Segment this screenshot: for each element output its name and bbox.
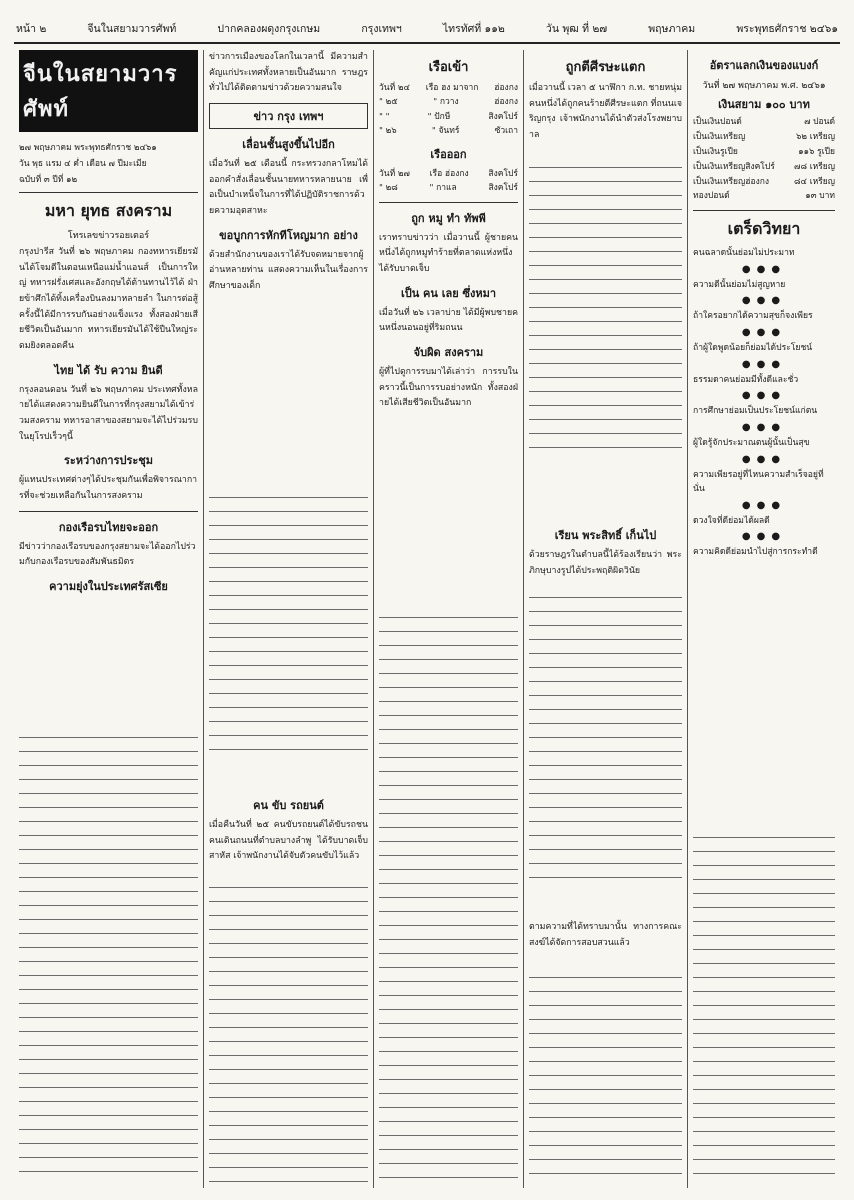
miscellany-item: ความดีนั้นย่อมไม่สูญหาย bbox=[693, 279, 786, 290]
article-request: ด้วยสำนักงานของเราได้รับจดหมายจากผู้อ่านหลายท่าน แสดงความเห็นในเรื่องการศึกษาของเด็ก bbox=[209, 249, 368, 291]
headline-battle: จับผิด สงคราม bbox=[413, 345, 484, 359]
separator-dots: ●●● bbox=[741, 390, 787, 402]
text-fill bbox=[209, 880, 368, 1184]
headline-ships-out: เรือออก bbox=[430, 147, 467, 161]
headline-thai: ไทย ได้ รับ ความ ยินดี bbox=[54, 363, 163, 377]
weekday: วัน พุฒ ที่ ๒๗ bbox=[545, 22, 608, 35]
page-header bbox=[14, 14, 840, 44]
headline-meeting: ระหว่างการประชุม bbox=[63, 454, 154, 468]
separator-dots: ●●● bbox=[741, 499, 787, 511]
separator-dots: ●●● bbox=[741, 263, 787, 275]
headline-head-injury: ถูกตีศีรษะแตก bbox=[565, 60, 646, 75]
rate-row: เป็นเงินปอนด์ ๗ ปอนด์ bbox=[693, 117, 835, 127]
miscellany-item: ถ้าใครอยากได้ความสุขก็จงเพียร bbox=[693, 311, 813, 322]
article-driver: เมื่อคืนวันที่ ๒๕ คนขับรถยนต์ได้ขับรถชนคนเดินถนนที่ตำบลบางลำพู ได้รับบาดเจ็บสาหัส เจ้าพนักงานได้จับตัวคนขับไว้แล้ว bbox=[209, 820, 368, 862]
column-1 bbox=[14, 50, 204, 1188]
masthead: จีนในสยามวารศัพท์ bbox=[19, 50, 198, 132]
headline-driver: คน ขับ รถยนต์ bbox=[253, 799, 324, 812]
headline-war: มหา ยุทธ สงคราม bbox=[44, 201, 173, 220]
rate-row: เป็นเงินเหรียญสิงคโปร์ ๗๘ เหรียญ bbox=[693, 161, 835, 172]
rate-row: เป็นเงินเหรียญฮ่องกง ๘๔ เหรียญ bbox=[693, 176, 835, 187]
headline-monk: เรียน พระสิทธิ์ เก็นไป bbox=[554, 529, 657, 542]
miscellany-item: ผู้ใดรู้จักประมาณตนผู้นั้นเป็นสุข bbox=[693, 437, 810, 448]
divider bbox=[19, 511, 198, 512]
text-fill bbox=[209, 490, 368, 758]
paper-name: จีนในสยามวารศัพท์ bbox=[87, 22, 177, 35]
newspaper-page bbox=[14, 14, 840, 1188]
miscellany-item: ความเพียรอยู่ที่ไหนความสำเร็จอยู่ที่นั่น bbox=[693, 469, 824, 495]
ship-row: " ๒๕ " กวาง ฮ่องกง bbox=[379, 97, 518, 108]
headline-war-sub: โทรเลขข่าวรอยเตอร์ bbox=[67, 231, 150, 241]
text-fill bbox=[693, 830, 835, 1184]
article-pig: เราทราบข่าวว่า เมื่อวานนี้ ผู้ชายคนหนึ่งได้ถูกหมูทำร้ายที่ตลาดแห่งหนึ่ง ได้รับบาดเจ็บ bbox=[379, 232, 518, 274]
article-war: กรุงปารีส วันที่ ๒๖ พฤษภาคม กองทหารเยียรมันได้โจมตีในตอนเหนือแม่น้ำแอนส์ เป็นการใหญ่ ทหารฝรั่งเศสและอังกฤษได้ต้านทานไว้ได้ ฝ่ายข้าศึกได้ทิ้งเครื่องบินลงมาหลายลำ ในการต่อสู้ครั้งนี้ได้มีการรบกันอย่างแข็งแรง ทั้งสองฝ่ายเสียชีวิตเป็นอันมาก ทหารเยียรมันได้ใช้ปืนใหญ่ระดมยิงตลอดคืน bbox=[19, 247, 198, 351]
headline-request: ขอบูกการหักทีโหญมาก อย่าง bbox=[219, 228, 358, 242]
month: พฤษภาคม bbox=[648, 22, 696, 35]
article-navy: มีข่าวว่ากองเรือรบของกรุงสยามจะได้ออกไปร่วมกับกองเรือรบของสัมพันธมิตร bbox=[19, 541, 196, 568]
text-fill bbox=[19, 730, 198, 1184]
ship-row: " ๒๘ " กาแล สิงคโปร์ bbox=[379, 183, 518, 194]
miscellany-item: ถ้าผู้ใดพูดน้อยก็ย่อมได้ประโยชน์ bbox=[693, 343, 813, 354]
text-fill bbox=[529, 160, 682, 458]
masthead-line: วัน พุธ แรม ๔ ค่ำ เดือน ๗ ปีมะเมีย bbox=[19, 159, 147, 169]
divider bbox=[379, 202, 518, 203]
headline-navy: กองเรือรบไทยจะออก bbox=[58, 520, 159, 534]
divider bbox=[693, 210, 835, 211]
masthead-line: ฉบับที่ ๓ ปีที่ ๑๒ bbox=[19, 175, 78, 185]
column-3 bbox=[374, 50, 524, 1188]
office-address: ปากคลองผดุงกรุงเกษม bbox=[217, 22, 321, 35]
rate-row: ทองปอนด์ ๑๓ บาท bbox=[693, 191, 835, 202]
section-bangkok-news: ข่าว กรุง เทพฯ bbox=[209, 103, 368, 129]
text-fill bbox=[529, 590, 682, 878]
article-head-injury: เมื่อวานนี้ เวลา ๕ นาฬิกา ก.ท. ชายหนุ่มคนหนึ่งได้ถูกคนร้ายตีศีรษะแตก ที่ถนนเจริญกรุง เจ้าพนักงานได้นำตัวส่งโรงพยาบาล bbox=[529, 83, 682, 140]
headline-ships-in: เรือเข้า bbox=[428, 60, 469, 75]
separator-dots: ●●● bbox=[741, 295, 787, 307]
separator-dots: ●●● bbox=[741, 453, 787, 465]
ship-row: วันที่ ๒๗ เรือ ฮ่องกง สิงคโปร์ bbox=[379, 168, 518, 179]
masthead-info bbox=[19, 136, 198, 193]
exchange-date: วันที่ ๒๗ พฤษภาคม พ.ศ. ๒๔๖๑ bbox=[702, 81, 826, 91]
ships-out-list bbox=[379, 167, 518, 196]
rate-row: เป็นเงินรูเปีย ๑๑๖ รูเปีย bbox=[693, 146, 835, 157]
ship-row: วันที่ ๒๔ เรือ ฮง มาจาก ฮ่องกง bbox=[379, 83, 518, 93]
article-found: เมื่อวันที่ ๒๖ เวลาบ่าย ได้มีผู้พบชายคนหนึ่งนอนอยู่ที่ริมถนน bbox=[379, 307, 518, 334]
column-4 bbox=[524, 50, 688, 1188]
column-2 bbox=[204, 50, 374, 1188]
ship-row: " ๒๖ " จันทร์ ซัวเถา bbox=[379, 126, 518, 137]
ships-in-list bbox=[379, 81, 518, 139]
headline-found: เป็น คน เลย ซึ่งหมา bbox=[400, 286, 497, 300]
separator-dots: ●●● bbox=[741, 327, 787, 339]
miscellany-item: คนฉลาดนั้นย่อมไม่ประมาท bbox=[693, 248, 795, 259]
text-fill bbox=[529, 970, 682, 1184]
article-battle: ผู้ที่ไปดูการรบมาได้เล่าว่า การรบในคราวนี้เป็นการรบอย่างหนัก ทั้งสองฝ่ายได้เสียชีวิตเป็นอันมาก bbox=[379, 366, 518, 409]
separator-dots: ●●● bbox=[741, 421, 787, 433]
page-number: หน้า ๒ bbox=[16, 22, 47, 35]
article-meeting: ผู้แทนประเทศต่างๆได้ประชุมกันเพื่อพิจารณาการที่จะช่วยเหลือกันในการสงคราม bbox=[19, 475, 198, 501]
article-monk-cont: ตามความที่ได้ทราบมานั้น ทางการคณะสงฆ์ได้จัดการสอบสวนแล้ว bbox=[529, 922, 682, 948]
headline-promotion: เลื่อนชั้นสูงขึ้นไปอีก bbox=[242, 137, 335, 151]
article-thai: กรุงลอนดอน วันที่ ๒๖ พฤษภาคม ประเทศทั้งหลายได้แสดงความยินดีในการที่กรุงสยามได้เข้าร่วมสงคราม ทหารอาสาของสยามจะได้ไปร่วมรบในยุโรปเร็วๆนี้ bbox=[19, 384, 198, 442]
article-monk: ด้วยราษฎรในตำบลนี้ได้ร้องเรียนว่า พระภิกษุบางรูปได้ประพฤติผิดวินัย bbox=[529, 550, 682, 576]
miscellany-item: ความคิดดีย่อมนำไปสู่การกระทำดี bbox=[693, 547, 818, 558]
separator-dots: ●●● bbox=[741, 531, 787, 543]
masthead-line: ๒๗ พฤษภาคม พระพุทธศักราช ๒๔๖๑ bbox=[19, 143, 157, 153]
city: กรุงเทพฯ bbox=[361, 22, 402, 35]
headline-pig: ถูก หมู ทำ ทัพพี bbox=[411, 211, 486, 225]
date-code: ไทรทัศที่ ๑๑๒ bbox=[442, 22, 505, 35]
miscellany-item: ดวงใจที่ดีย่อมได้ผลดี bbox=[693, 515, 770, 526]
headline-exchange: อัตราแลกเงินของแบงก์ bbox=[709, 59, 819, 72]
text-fill bbox=[379, 610, 518, 1184]
ship-row: " " " ปักษี สิงคโปร์ bbox=[379, 111, 518, 122]
miscellany-item: การศึกษาย่อมเป็นประโยชน์แก่ตน bbox=[693, 406, 818, 417]
year: พระพุทธศักราช ๒๔๖๑ bbox=[736, 22, 838, 35]
column-5 bbox=[688, 50, 840, 1188]
headline-miscellany: เตร็ดวิทยา bbox=[727, 219, 801, 239]
article-politics: ข่าวการเมืองของโลกในเวลานี้ มีความสำคัญแก่ประเทศทั้งหลายเป็นอันมาก ราษฎรทั่วไปได้ติดตามข่าวด้วยความสนใจ bbox=[209, 52, 368, 94]
separator-dots: ●●● bbox=[741, 358, 787, 370]
exchange-rates bbox=[693, 115, 835, 204]
article-promotion: เมื่อวันที่ ๒๕ เดือนนี้ กระทรวงกลาโหมได้ออกคำสั่งเลื่อนชั้นนายทหารหลายนาย เพื่อเป็นบำเหน็จในการที่ได้ปฏิบัติราชการด้วยความอุตสาหะ bbox=[209, 158, 368, 216]
miscellany-item: ธรรมดาคนย่อมมีทั้งดีและชั่ว bbox=[693, 374, 799, 385]
exchange-base: เงินสยาม ๑๐๐ บาท bbox=[718, 98, 810, 111]
rate-row: เป็นเงินเหรียญ ๖๒ เหรียญ bbox=[693, 131, 835, 142]
headline-russia: ความยุ่งในประเทศรัสเซีย bbox=[49, 579, 168, 593]
